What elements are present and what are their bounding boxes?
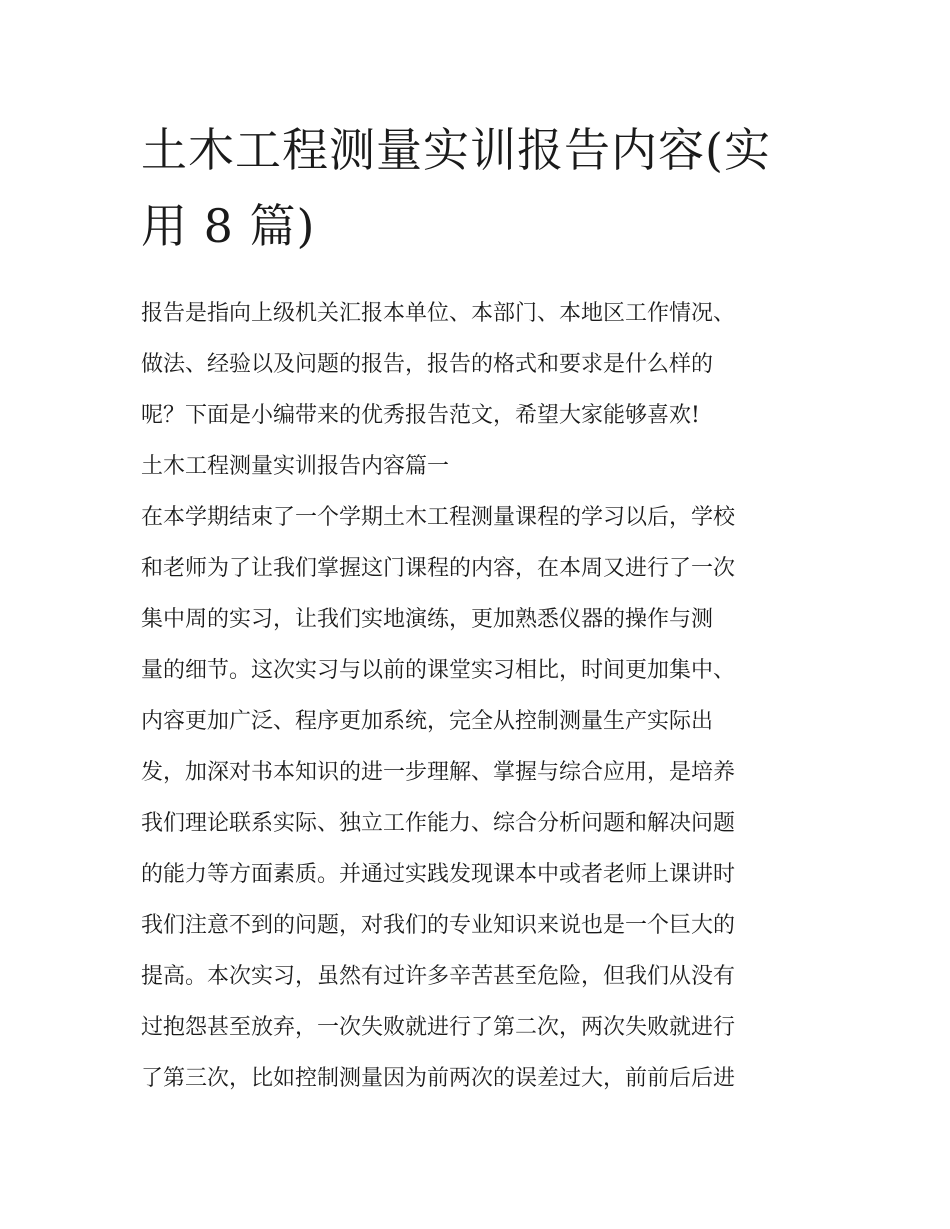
section-paragraph bbox=[141, 492, 813, 1104]
section-line-6: 发，加深对书本知识的进一步理解、掌握与综合应用，是培养 bbox=[141, 760, 736, 785]
title-line-2: 用 8 篇) bbox=[141, 199, 316, 253]
section-line-7: 我们理论联系实际、独立工作能力、综合分析问题和解决问题 bbox=[141, 811, 736, 836]
section-line-11: 过抱怨甚至放弃，一次失败就进行了第二次，两次失败就进行 bbox=[141, 1015, 736, 1040]
section-line-10: 提高。本次实习，虽然有过许多辛苦甚至危险，但我们从没有 bbox=[141, 964, 736, 989]
section-line-1: 在本学期结束了一个学期土木工程测量课程的学习以后，学校 bbox=[141, 505, 736, 530]
section-line-3: 集中周的实习，让我们实地演练，更加熟悉仪器的操作与测 bbox=[141, 607, 714, 632]
title-line-1: 土木工程测量实训报告内容(实 bbox=[141, 123, 771, 177]
document-title bbox=[141, 112, 813, 264]
intro-line-3: 呢？下面是小编带来的优秀报告范文，希望大家能够喜欢! bbox=[141, 403, 700, 428]
section-line-2: 和老师为了让我们掌握这门课程的内容，在本周又进行了一次 bbox=[141, 556, 736, 581]
document-content bbox=[141, 112, 813, 1104]
section-line-8: 的能力等方面素质。并通过实践发现课本中或者老师上课讲时 bbox=[141, 862, 736, 887]
section-line-9: 我们注意不到的问题，对我们的专业知识来说也是一个巨大的 bbox=[141, 913, 736, 938]
intro-line-1: 报告是指向上级机关汇报本单位、本部门、本地区工作情况、 bbox=[141, 301, 736, 326]
section-line-5: 内容更加广泛、程序更加系统，完全从控制测量生产实际出 bbox=[141, 709, 714, 734]
intro-paragraph bbox=[141, 288, 813, 441]
section-heading: 土木工程测量实训报告内容篇一 bbox=[141, 454, 450, 479]
section-line-4: 量的细节。这次实习与以前的课堂实习相比，时间更加集中、 bbox=[141, 658, 736, 683]
intro-line-2: 做法、经验以及问题的报告，报告的格式和要求是什么样的 bbox=[141, 352, 714, 377]
section-line-12: 了第三次，比如控制测量因为前两次的误差过大，前前后后进 bbox=[141, 1066, 736, 1091]
